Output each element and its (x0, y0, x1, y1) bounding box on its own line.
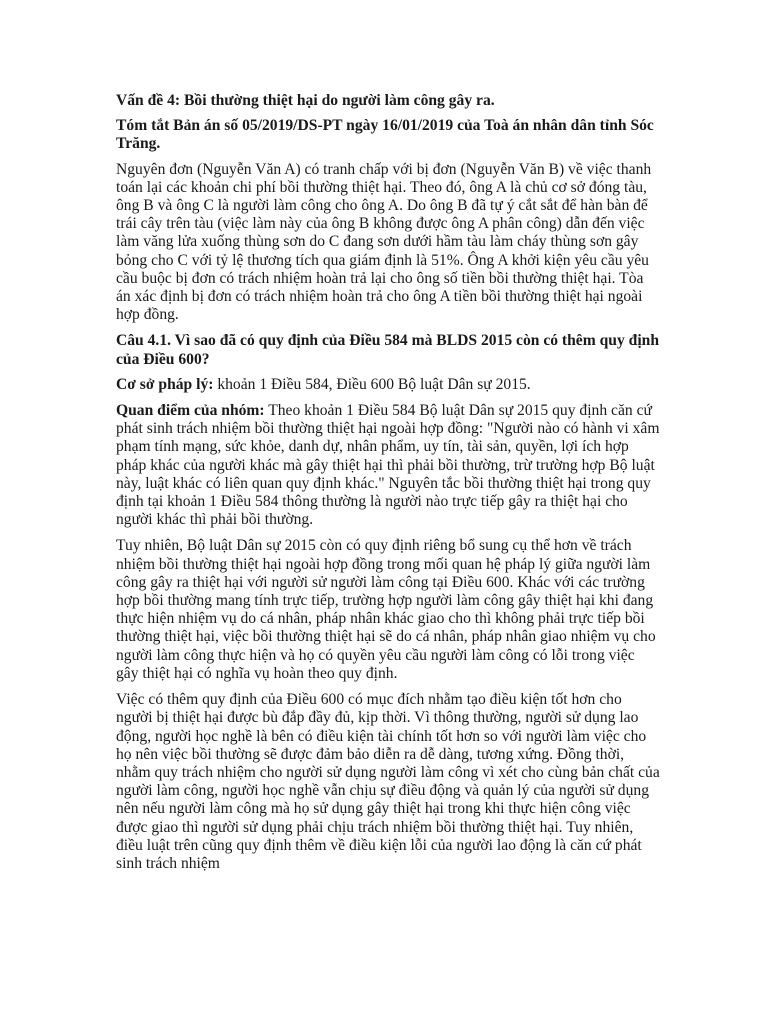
purpose-paragraph: Việc có thêm quy định của Điều 600 có mục đích nhằm tạo điều kiện tốt hơn cho người bị thiệt hại được bù đắp đầy đủ, kịp thời. Vì thông thường, người sử dụng lao động, người học nghề là bên có điều kiện tài chính tốt hơn so với người làm việc cho họ nên việc bồi thường sẽ được đảm bảo diễn ra dễ dàng, tương xứng. Đồng thời, nhằm quy trách nhiệm cho người sử dụng người làm công vì xét cho cùng bản chất của người làm công, người học nghề vẫn chịu sự điều động và quản lý của người sử dụng nên nếu người làm công mà họ sử dụng gây thiệt hại trong khi thực hiện công việc được giao thì người sử dụng phải chịu trách nhiệm bồi thường thiệt hại. Tuy nhiên, điều luật trên cũng quy định thêm về điều kiện lỗi của người lao động là căn cứ phát sinh trách nhiệm (116, 691, 660, 872)
however-paragraph: Tuy nhiên, Bộ luật Dân sự 2015 còn có quy định riêng bổ sung cụ thể hơn về trách nhiệm bồi thường thiệt hại ngoài hợp đồng trong mối quan hệ pháp lý giữa người làm công gây ra thiệt hại với người sử người làm công tại Điều 600. Khác với các trường hợp bồi thường mang tính trực tiếp, trường hợp người làm công gây thiệt hại khi đang thực hiện nhiệm vụ do cá nhân, pháp nhân khác giao cho thì không phải trực tiếp bồi thường thiệt hại, việc bồi thường thiệt hại sẽ do cá nhân, pháp nhân giao nhiệm vụ cho người làm công thực hiện và họ có quyền yêu cầu người làm công có lỗi trong việc gây thiệt hại có nghĩa vụ hoàn theo quy định. (116, 537, 656, 682)
facts-paragraph: Nguyên đơn (Nguyễn Văn A) có tranh chấp với bị đơn (Nguyễn Văn B) về việc thanh toán lại các khoản chi phí bồi thường thiệt hại. Theo đó, ông A là chủ cơ sở đóng tàu, ông B và ông C là người làm công cho ông A. Do ông B đã tự ý cắt sắt để hàn bàn để trái cây trên tàu (việc làm này của ông B không được ông A phân công) dẫn đến việc làm văng lửa xuống thùng sơn do C đang sơn dưới hầm tàu làm cháy thùng sơn gây bỏng cho C với tỷ lệ thương tích qua giám định là 51%. Ông A khởi kiện yêu cầu yêu cầu buộc bị đơn có trách nhiệm hoàn trả lại cho ông số tiền bồi thường thiệt hại. Tòa án xác định bị đơn có trách nhiệm hoàn trả cho ông A tiền bồi thường thiệt hại ngoài hợp đồng. (116, 160, 652, 324)
legal-basis-label: Cơ sở pháp lý: (116, 375, 214, 393)
legal-basis-paragraph (116, 376, 660, 394)
issue-heading: Vấn đề 4: Bồi thường thiệt hại do người làm công gây ra. (116, 92, 495, 109)
legal-basis-text: khoản 1 Điều 584, Điều 600 Bộ luật Dân sự 2015. (213, 375, 531, 393)
document-page (116, 92, 660, 881)
group-view-text: Theo khoản 1 Điều 584 Bộ luật Dân sự 2015 quy định căn cứ phát sinh trách nhiệm bồi thường thiệt hại ngoài hợp đồng: "Người nào có hành vi xâm phạm tính mạng, sức khỏe, danh dự, nhân phẩm, uy tín, tài sản, quyền, lợi ích hợp pháp khác của người khác mà gây thiệt hại thì phải bồi thường, trừ trường hợp Bộ luật này, luật khác có liên quan quy định khác." Nguyên tắc bồi thường thiệt hại trong quy định tại khoản 1 Điều 584 thông thường là người nào trực tiếp gây ra thiệt hại cho người khác thì phải bồi thường. (116, 402, 660, 529)
question-heading: Câu 4.1. Vì sao đã có quy định của Điều 584 mà BLDS 2015 còn có thêm quy định của Điều 600? (116, 332, 660, 368)
group-view-label: Quan điểm của nhóm: (116, 402, 265, 420)
group-view-paragraph (116, 402, 660, 529)
case-summary-heading: Tóm tắt Bản án số 05/2019/DS-PT ngày 16/01/2019 của Toà án nhân dân tỉnh Sóc Trăng. (116, 117, 654, 153)
